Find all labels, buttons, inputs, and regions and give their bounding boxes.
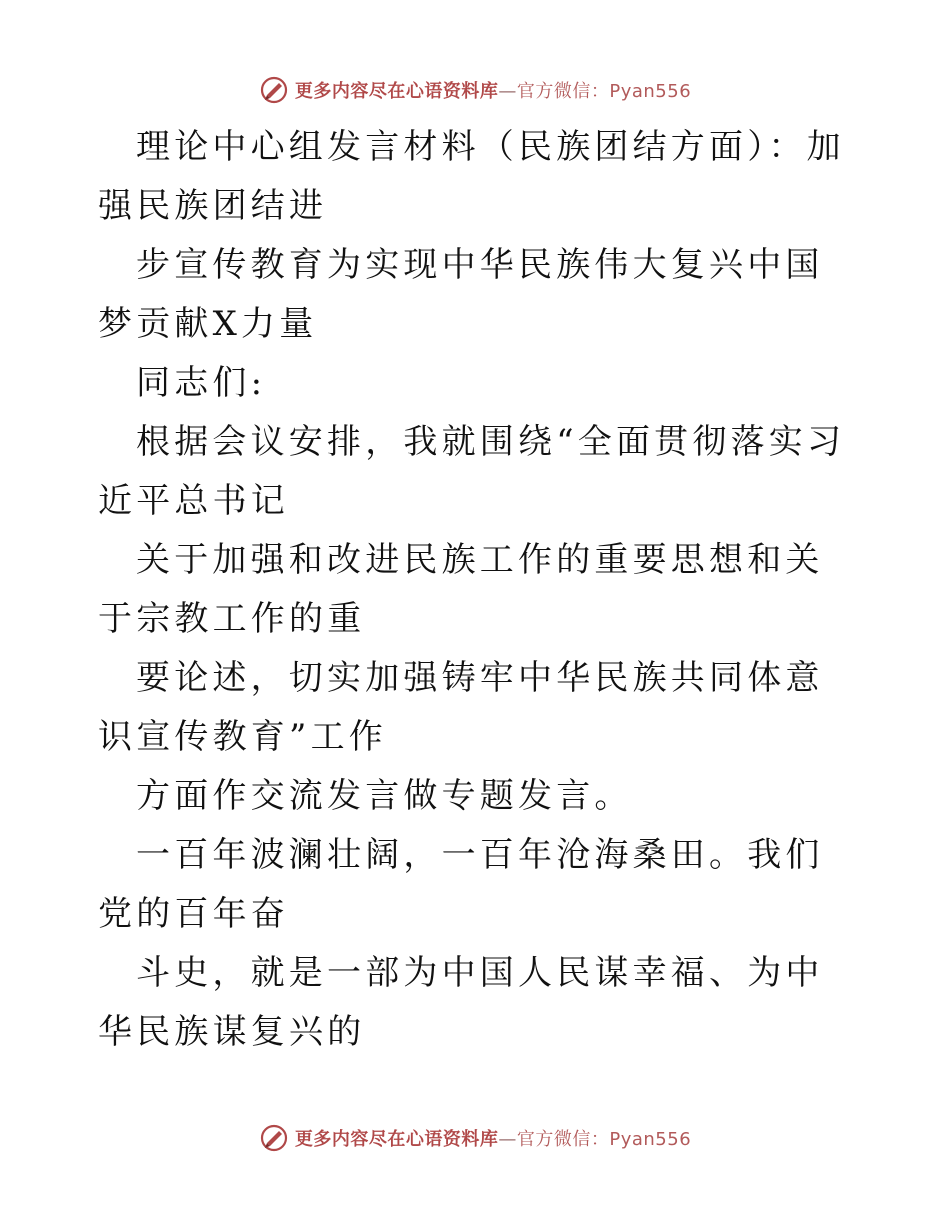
paragraph-title-continued: 步宣传教育为实现中华民族伟大复兴中国梦贡献X力量 — [98, 245, 824, 344]
paragraph: 关于加强和改进民族工作的重要思想和关于宗教工作的重 — [98, 540, 824, 639]
paragraph: 方面作交流发言做专题发言。 — [136, 776, 633, 816]
paragraph: 根据会议安排，我就围绕“全面贯彻落实习近平总书记 — [98, 422, 846, 521]
paragraph-salutation: 同志们: — [136, 363, 267, 403]
pen-circle-logo-icon — [259, 75, 289, 105]
watermark-footer — [0, 1118, 950, 1158]
watermark-text: 更多内容尽在心语资料库—官方微信：Pyan556 — [294, 1129, 692, 1150]
watermark-header — [0, 70, 950, 110]
paragraph-title: 理论中心组发言材料（民族团结方面）：加强民族团结进 — [98, 127, 845, 226]
watermark-text: 更多内容尽在心语资料库—官方微信：Pyan556 — [294, 81, 692, 102]
paragraph: 要论述，切实加强铸牢中华民族共同体意识宣传教育”工作 — [98, 658, 824, 757]
paragraph: 一百年波澜壮阔，一百年沧海桑田。我们党的百年奋 — [98, 835, 824, 934]
document-body — [98, 118, 858, 1062]
paragraph: 斗史，就是一部为中国人民谋幸福、为中华民族谋复兴的 — [98, 953, 824, 1052]
pen-circle-logo-icon — [259, 1123, 289, 1153]
